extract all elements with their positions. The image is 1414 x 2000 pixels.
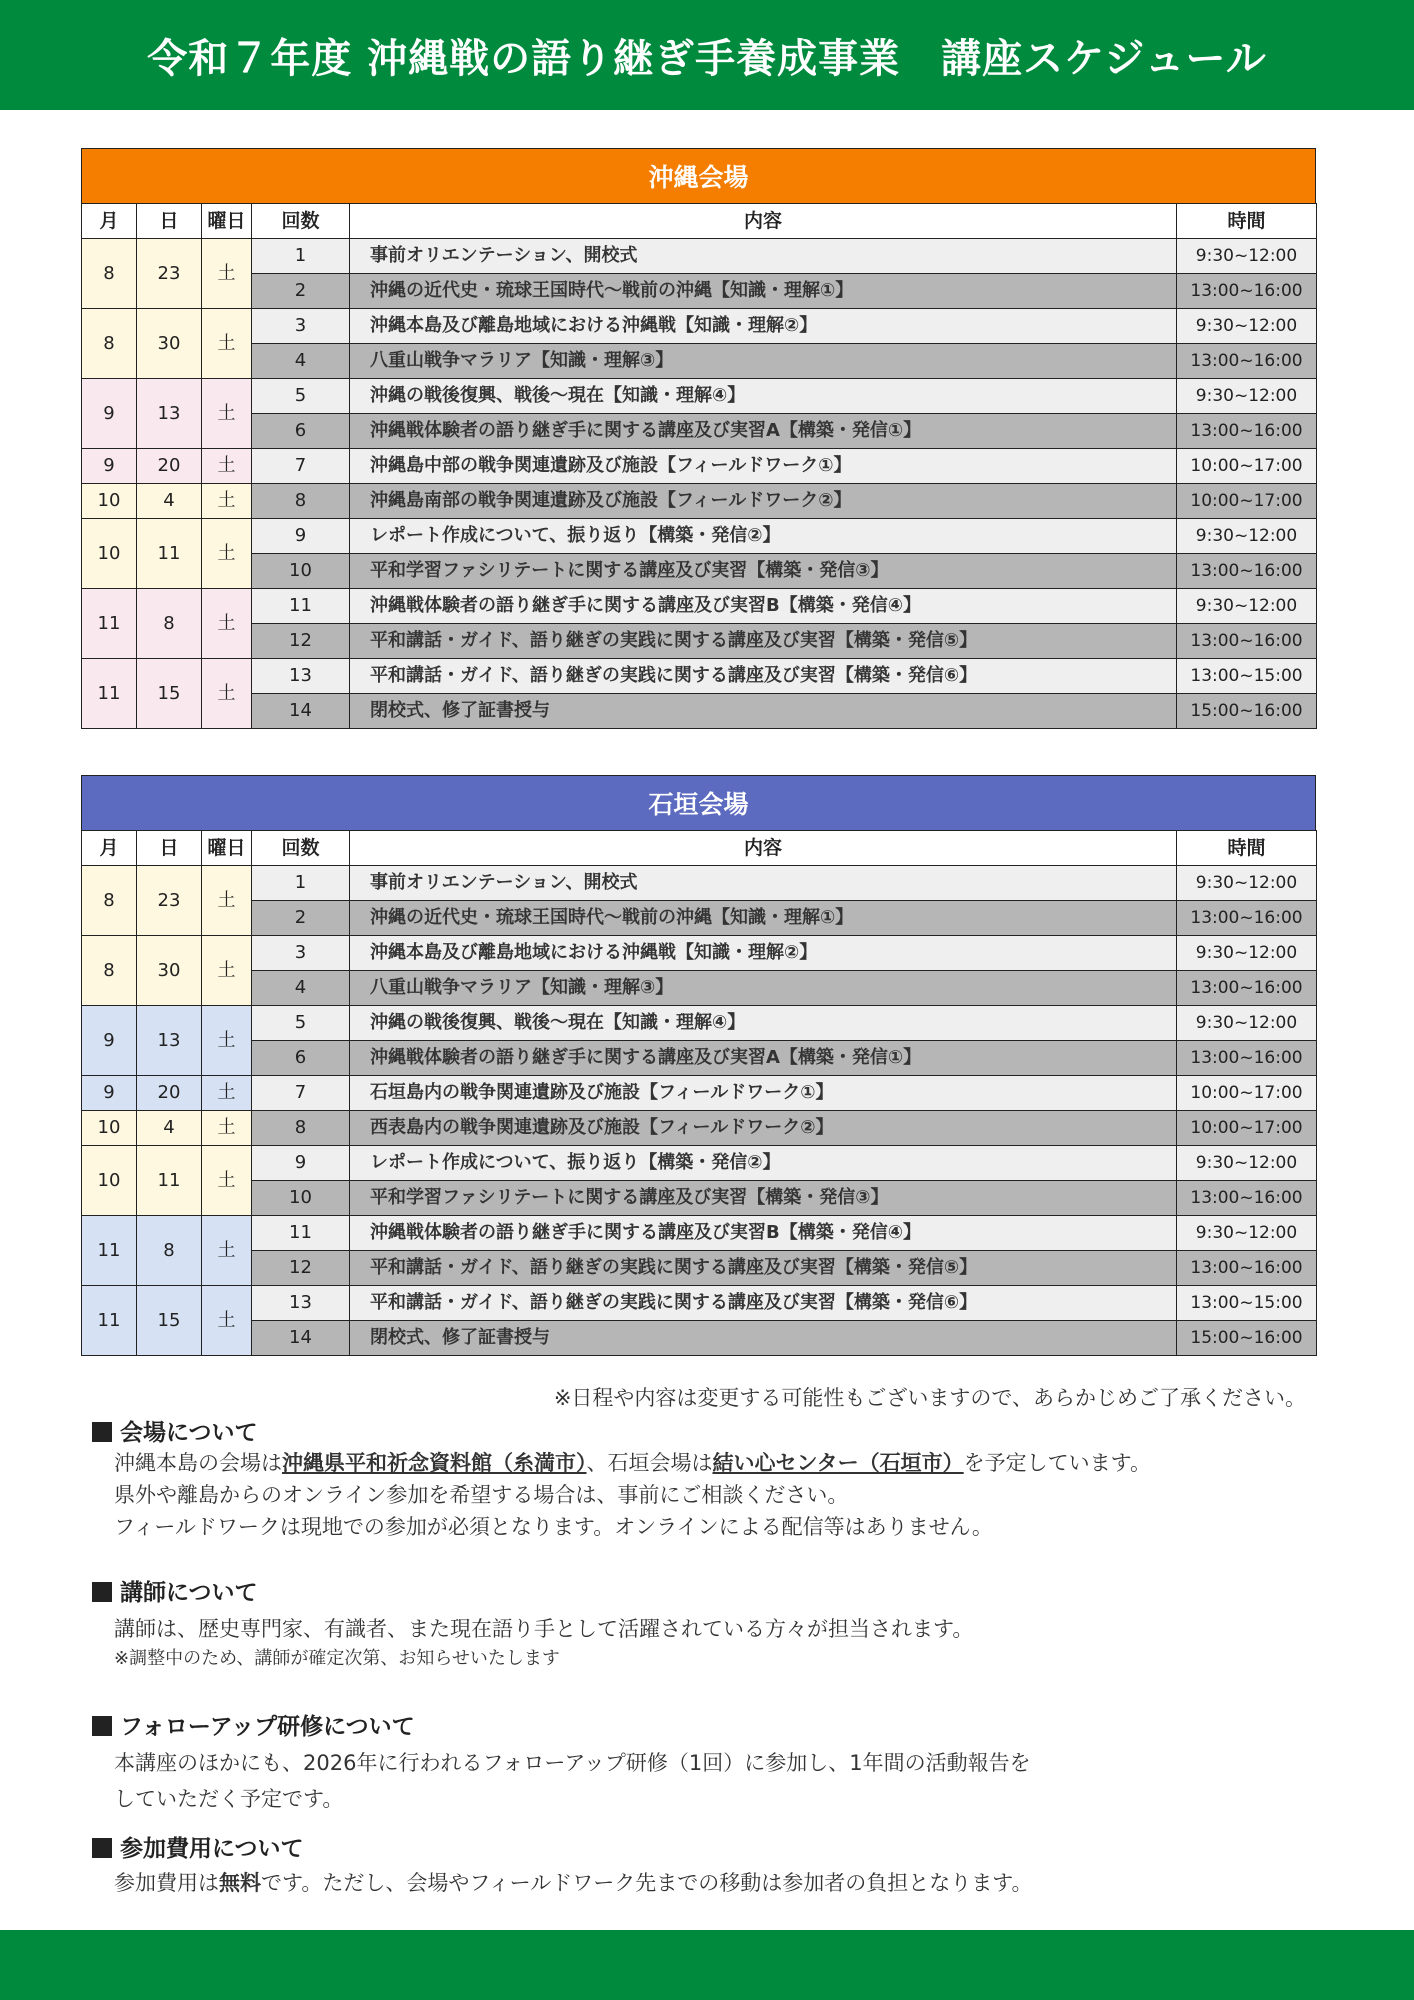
venue-info-section — [92, 1414, 1332, 1543]
session-time-cell: 13:00~16:00 — [1177, 414, 1317, 449]
session-num-cell: 1 — [252, 239, 350, 274]
session-content-cell: 沖縄戦体験者の語り継ぎ手に関する講座及び実習B【構築・発信④】 — [350, 589, 1177, 624]
text-span: 参加費用は — [114, 1871, 219, 1895]
section-heading-label: 講師について — [120, 1580, 258, 1606]
session-num-cell: 5 — [252, 379, 350, 414]
column-content: 内容 — [350, 204, 1177, 239]
table-row — [82, 239, 1317, 274]
session-num-cell: 11 — [252, 589, 350, 624]
venue-info-line — [92, 1447, 1332, 1479]
column-content: 内容 — [350, 831, 1177, 866]
square-bullet-icon — [92, 1716, 112, 1736]
session-time-cell: 10:00~17:00 — [1177, 484, 1317, 519]
session-content-cell: 沖縄本島及び離島地域における沖縄戦【知識・理解②】 — [350, 309, 1177, 344]
session-num-cell: 9 — [252, 519, 350, 554]
session-time-cell: 9:30~12:00 — [1177, 589, 1317, 624]
followup-info-line: 本講座のほかにも、2026年に行われるフォローアップ研修（1回）に参加し、1年間の活動報告を — [114, 1751, 1031, 1775]
session-num-cell: 3 — [252, 309, 350, 344]
session-time-cell: 9:30~12:00 — [1177, 866, 1317, 901]
date-month-cell: 10 — [82, 1146, 137, 1216]
session-time-cell: 9:30~12:00 — [1177, 309, 1317, 344]
ishigaki-schedule — [81, 775, 1316, 1356]
session-content-cell: 閉校式、修了証書授与 — [350, 694, 1177, 729]
column-month: 月 — [82, 204, 137, 239]
date-dow-cell: 土 — [202, 936, 252, 1006]
venue-title — [81, 148, 1316, 203]
session-num-cell: 13 — [252, 659, 350, 694]
session-time-cell: 9:30~12:00 — [1177, 239, 1317, 274]
session-content-cell: レポート作成について、振り返り【構築・発信②】 — [350, 519, 1177, 554]
date-day-cell: 15 — [137, 1286, 202, 1356]
followup-info-section — [92, 1708, 1332, 1817]
session-time-cell: 9:30~12:00 — [1177, 936, 1317, 971]
square-bullet-icon — [92, 1838, 112, 1858]
venue-info-line: フィールドワークは現地での参加が必須となります。オンラインによる配信等はありません。 — [114, 1515, 993, 1539]
column-day: 日 — [137, 831, 202, 866]
session-time-cell: 15:00~16:00 — [1177, 1321, 1317, 1356]
session-time-cell: 13:00~16:00 — [1177, 1251, 1317, 1286]
section-heading — [92, 1830, 1332, 1863]
column-time: 時間 — [1177, 831, 1317, 866]
session-content-cell: 沖縄戦体験者の語り継ぎ手に関する講座及び実習B【構築・発信④】 — [350, 1216, 1177, 1251]
session-content-cell: 八重山戦争マラリア【知識・理解③】 — [350, 344, 1177, 379]
session-time-cell: 9:30~12:00 — [1177, 1146, 1317, 1181]
table-row — [82, 1251, 1317, 1286]
date-month-cell: 10 — [82, 484, 137, 519]
date-dow-cell: 土 — [202, 379, 252, 449]
table-row — [82, 901, 1317, 936]
date-month-cell: 9 — [82, 449, 137, 484]
date-month-cell: 9 — [82, 1076, 137, 1111]
session-content-cell: 平和講話・ガイド、語り継ぎの実践に関する講座及び実習【構築・発信⑥】 — [350, 659, 1177, 694]
schedule-note: ※日程や内容は変更する可能性もございますので、あらかじめご了承ください。 — [553, 1386, 1306, 1410]
footer-banner — [0, 1930, 1414, 2000]
date-dow-cell: 土 — [202, 484, 252, 519]
lecturer-info-note: ※調整中のため、講師が確定次第、お知らせいたします — [114, 1648, 560, 1669]
text-span: 、石垣会場は — [586, 1451, 713, 1475]
text-span: を予定しています。 — [963, 1451, 1151, 1475]
table-row — [82, 1181, 1317, 1216]
session-num-cell: 9 — [252, 1146, 350, 1181]
date-dow-cell: 土 — [202, 449, 252, 484]
followup-info-line: していただく予定です。 — [114, 1787, 344, 1811]
session-content-cell: 沖縄戦体験者の語り継ぎ手に関する講座及び実習A【構築・発信①】 — [350, 414, 1177, 449]
date-month-cell: 8 — [82, 866, 137, 936]
session-time-cell: 13:00~16:00 — [1177, 624, 1317, 659]
date-day-cell: 4 — [137, 1111, 202, 1146]
date-month-cell: 8 — [82, 936, 137, 1006]
session-time-cell: 13:00~16:00 — [1177, 971, 1317, 1006]
table-row — [82, 1286, 1317, 1321]
table-row — [82, 1076, 1317, 1111]
table-row — [82, 1006, 1317, 1041]
session-num-cell: 14 — [252, 694, 350, 729]
date-day-cell: 30 — [137, 309, 202, 379]
session-num-cell: 2 — [252, 901, 350, 936]
session-num-cell: 7 — [252, 1076, 350, 1111]
table-row — [82, 589, 1317, 624]
date-month-cell: 11 — [82, 589, 137, 659]
table-row — [82, 1041, 1317, 1076]
section-heading — [92, 1414, 1332, 1447]
table-row — [82, 414, 1317, 449]
table-row — [82, 659, 1317, 694]
session-time-cell: 9:30~12:00 — [1177, 519, 1317, 554]
session-content-cell: 沖縄戦体験者の語り継ぎ手に関する講座及び実習A【構築・発信①】 — [350, 1041, 1177, 1076]
column-dow: 曜日 — [202, 831, 252, 866]
date-month-cell: 11 — [82, 659, 137, 729]
session-time-cell: 9:30~12:00 — [1177, 379, 1317, 414]
text-span: です。ただし、会場やフィールドワーク先までの移動は参加者の負担となります。 — [261, 1871, 1033, 1895]
session-content-cell: 沖縄本島及び離島地域における沖縄戦【知識・理解②】 — [350, 936, 1177, 971]
schedule-table — [81, 203, 1317, 729]
session-time-cell: 13:00~16:00 — [1177, 344, 1317, 379]
column-day: 日 — [137, 204, 202, 239]
venue-title — [81, 775, 1316, 830]
table-header-row — [82, 831, 1317, 866]
column-num: 回数 — [252, 204, 350, 239]
session-num-cell: 2 — [252, 274, 350, 309]
session-time-cell: 9:30~12:00 — [1177, 1216, 1317, 1251]
date-day-cell: 13 — [137, 379, 202, 449]
fee-free-label: 無料 — [219, 1871, 261, 1895]
date-month-cell: 8 — [82, 239, 137, 309]
session-time-cell: 10:00~17:00 — [1177, 1076, 1317, 1111]
date-day-cell: 23 — [137, 866, 202, 936]
date-month-cell: 11 — [82, 1216, 137, 1286]
column-dow: 曜日 — [202, 204, 252, 239]
session-num-cell: 4 — [252, 344, 350, 379]
table-row — [82, 624, 1317, 659]
table-row — [82, 1216, 1317, 1251]
text-span: 沖縄本島の会場は — [114, 1451, 282, 1475]
session-content-cell: 沖縄の近代史・琉球王国時代～戦前の沖縄【知識・理解①】 — [350, 901, 1177, 936]
schedule-table — [81, 830, 1317, 1356]
fee-info-line — [92, 1867, 1332, 1899]
table-header-row — [82, 204, 1317, 239]
session-num-cell: 12 — [252, 1251, 350, 1286]
date-day-cell: 11 — [137, 1146, 202, 1216]
date-month-cell: 8 — [82, 309, 137, 379]
session-num-cell: 5 — [252, 1006, 350, 1041]
date-dow-cell: 土 — [202, 239, 252, 309]
date-dow-cell: 土 — [202, 659, 252, 729]
table-row — [82, 1321, 1317, 1356]
session-content-cell: 事前オリエンテーション、開校式 — [350, 866, 1177, 901]
session-time-cell: 13:00~16:00 — [1177, 1181, 1317, 1216]
date-day-cell: 30 — [137, 936, 202, 1006]
table-row — [82, 866, 1317, 901]
session-content-cell: 事前オリエンテーション、開校式 — [350, 239, 1177, 274]
session-content-cell: 平和学習ファシリテートに関する講座及び実習【構築・発信③】 — [350, 554, 1177, 589]
session-content-cell: 石垣島内の戦争関連遺跡及び施設【フィールドワーク①】 — [350, 1076, 1177, 1111]
date-day-cell: 11 — [137, 519, 202, 589]
session-num-cell: 7 — [252, 449, 350, 484]
date-dow-cell: 土 — [202, 309, 252, 379]
table-row — [82, 936, 1317, 971]
table-row — [82, 449, 1317, 484]
table-row — [82, 694, 1317, 729]
session-content-cell: 平和講話・ガイド、語り継ぎの実践に関する講座及び実習【構築・発信⑥】 — [350, 1286, 1177, 1321]
date-month-cell: 10 — [82, 519, 137, 589]
session-num-cell: 10 — [252, 1181, 350, 1216]
session-num-cell: 6 — [252, 414, 350, 449]
session-num-cell: 13 — [252, 1286, 350, 1321]
session-time-cell: 10:00~17:00 — [1177, 1111, 1317, 1146]
table-row — [82, 554, 1317, 589]
session-content-cell: 沖縄島南部の戦争関連遺跡及び施設【フィールドワーク②】 — [350, 484, 1177, 519]
session-time-cell: 13:00~16:00 — [1177, 554, 1317, 589]
okinawa-venue-name: 沖縄県平和祈念資料館（糸満市） — [282, 1451, 587, 1475]
page-title: 令和７年度 沖縄戦の語り継ぎ手養成事業 講座スケジュール — [147, 35, 1267, 82]
session-time-cell: 13:00~16:00 — [1177, 274, 1317, 309]
date-day-cell: 13 — [137, 1006, 202, 1076]
date-dow-cell: 土 — [202, 1006, 252, 1076]
session-num-cell: 3 — [252, 936, 350, 971]
session-num-cell: 11 — [252, 1216, 350, 1251]
date-dow-cell: 土 — [202, 519, 252, 589]
table-row — [82, 1111, 1317, 1146]
date-dow-cell: 土 — [202, 1111, 252, 1146]
okinawa-schedule — [81, 148, 1316, 729]
session-num-cell: 8 — [252, 484, 350, 519]
section-heading — [92, 1708, 1332, 1741]
date-month-cell: 9 — [82, 379, 137, 449]
session-time-cell: 13:00~15:00 — [1177, 1286, 1317, 1321]
column-num: 回数 — [252, 831, 350, 866]
date-day-cell: 15 — [137, 659, 202, 729]
session-content-cell: 沖縄の戦後復興、戦後～現在【知識・理解④】 — [350, 379, 1177, 414]
date-day-cell: 8 — [137, 589, 202, 659]
date-dow-cell: 土 — [202, 866, 252, 936]
date-month-cell: 11 — [82, 1286, 137, 1356]
date-day-cell: 20 — [137, 449, 202, 484]
section-heading-label: 参加費用について — [120, 1836, 304, 1862]
session-content-cell: 平和講話・ガイド、語り継ぎの実践に関する講座及び実習【構築・発信⑤】 — [350, 624, 1177, 659]
venue-title-label: 石垣会場 — [648, 790, 749, 819]
session-content-cell: 平和学習ファシリテートに関する講座及び実習【構築・発信③】 — [350, 1181, 1177, 1216]
session-num-cell: 4 — [252, 971, 350, 1006]
session-content-cell: レポート作成について、振り返り【構築・発信②】 — [350, 1146, 1177, 1181]
lecturer-info-line: 講師は、歴史専門家、有識者、また現在語り手として活躍されている方々が担当されます。 — [114, 1617, 974, 1641]
session-num-cell: 6 — [252, 1041, 350, 1076]
venue-title-label: 沖縄会場 — [648, 163, 749, 192]
date-day-cell: 23 — [137, 239, 202, 309]
date-day-cell: 20 — [137, 1076, 202, 1111]
session-num-cell: 14 — [252, 1321, 350, 1356]
session-content-cell: 沖縄の戦後復興、戦後～現在【知識・理解④】 — [350, 1006, 1177, 1041]
venue-info-line: 県外や離島からのオンライン参加を希望する場合は、事前にご相談ください。 — [114, 1483, 849, 1507]
session-content-cell: 閉校式、修了証書授与 — [350, 1321, 1177, 1356]
table-row — [82, 971, 1317, 1006]
date-dow-cell: 土 — [202, 1286, 252, 1356]
session-content-cell: 平和講話・ガイド、語り継ぎの実践に関する講座及び実習【構築・発信⑤】 — [350, 1251, 1177, 1286]
date-dow-cell: 土 — [202, 1146, 252, 1216]
table-row — [82, 484, 1317, 519]
session-content-cell: 西表島内の戦争関連遺跡及び施設【フィールドワーク②】 — [350, 1111, 1177, 1146]
session-time-cell: 13:00~15:00 — [1177, 659, 1317, 694]
date-dow-cell: 土 — [202, 1216, 252, 1286]
date-month-cell: 9 — [82, 1006, 137, 1076]
date-day-cell: 4 — [137, 484, 202, 519]
date-dow-cell: 土 — [202, 1076, 252, 1111]
session-num-cell: 10 — [252, 554, 350, 589]
section-heading-label: フォローアップ研修について — [120, 1714, 415, 1740]
table-row — [82, 1146, 1317, 1181]
table-row — [82, 309, 1317, 344]
header-banner — [0, 0, 1414, 110]
table-row — [82, 519, 1317, 554]
lecturer-info-section — [92, 1574, 1332, 1673]
date-month-cell: 10 — [82, 1111, 137, 1146]
column-month: 月 — [82, 831, 137, 866]
section-heading — [92, 1574, 1332, 1607]
session-time-cell: 9:30~12:00 — [1177, 1006, 1317, 1041]
square-bullet-icon — [92, 1422, 112, 1442]
section-heading-label: 会場について — [120, 1420, 258, 1446]
square-bullet-icon — [92, 1582, 112, 1602]
table-row — [82, 379, 1317, 414]
session-content-cell: 沖縄島中部の戦争関連遺跡及び施設【フィールドワーク①】 — [350, 449, 1177, 484]
session-time-cell: 13:00~16:00 — [1177, 901, 1317, 936]
session-time-cell: 13:00~16:00 — [1177, 1041, 1317, 1076]
date-dow-cell: 土 — [202, 589, 252, 659]
ishigaki-venue-name: 結い心センター（石垣市） — [712, 1451, 964, 1475]
session-time-cell: 15:00~16:00 — [1177, 694, 1317, 729]
table-row — [82, 344, 1317, 379]
table-row — [82, 274, 1317, 309]
session-content-cell: 八重山戦争マラリア【知識・理解③】 — [350, 971, 1177, 1006]
session-content-cell: 沖縄の近代史・琉球王国時代～戦前の沖縄【知識・理解①】 — [350, 274, 1177, 309]
session-num-cell: 12 — [252, 624, 350, 659]
session-num-cell: 8 — [252, 1111, 350, 1146]
date-day-cell: 8 — [137, 1216, 202, 1286]
column-time: 時間 — [1177, 204, 1317, 239]
session-time-cell: 10:00~17:00 — [1177, 449, 1317, 484]
session-num-cell: 1 — [252, 866, 350, 901]
fee-info-section — [92, 1830, 1332, 1899]
